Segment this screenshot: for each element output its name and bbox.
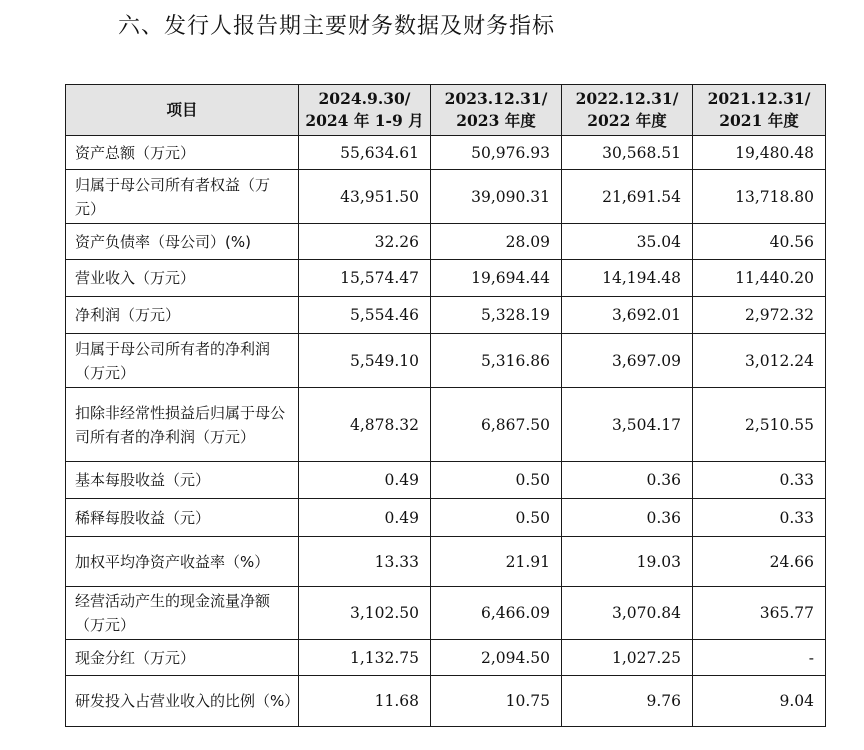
cell-value: 3,102.50 bbox=[299, 587, 431, 640]
row-label: 稀释每股收益（元） bbox=[66, 499, 299, 537]
header-period-date: 2024.9.30/ bbox=[318, 89, 411, 108]
table-row bbox=[66, 170, 826, 224]
cell-value: 0.33 bbox=[693, 499, 826, 537]
table-body bbox=[66, 136, 826, 727]
cell-value: 3,692.01 bbox=[562, 297, 693, 334]
header-period-2023 bbox=[431, 85, 562, 136]
cell-value: 1,027.25 bbox=[562, 640, 693, 676]
cell-value: 40.56 bbox=[693, 224, 826, 260]
cell-value: 0.50 bbox=[431, 499, 562, 537]
row-label: 资产总额（万元） bbox=[66, 136, 299, 170]
row-label: 营业收入（万元） bbox=[66, 260, 299, 297]
row-label: 基本每股收益（元） bbox=[66, 462, 299, 499]
table-row bbox=[66, 136, 826, 170]
row-label: 研发投入占营业收入的比例（%） bbox=[66, 676, 299, 727]
cell-value: 5,316.86 bbox=[431, 334, 562, 388]
header-item: 项目 bbox=[66, 85, 299, 136]
cell-value: 28.09 bbox=[431, 224, 562, 260]
row-label: 经营活动产生的现金流量净额（万元） bbox=[66, 587, 299, 640]
cell-value: 19,694.44 bbox=[431, 260, 562, 297]
header-row bbox=[66, 85, 826, 136]
table-row bbox=[66, 260, 826, 297]
cell-value: 39,090.31 bbox=[431, 170, 562, 224]
header-period-range: 2023 年度 bbox=[456, 111, 536, 130]
cell-value: 55,634.61 bbox=[299, 136, 431, 170]
table-row bbox=[66, 640, 826, 676]
header-period-range: 2022 年度 bbox=[587, 111, 667, 130]
cell-value: 2,510.55 bbox=[693, 388, 826, 462]
cell-value: 5,549.10 bbox=[299, 334, 431, 388]
cell-value: - bbox=[693, 640, 826, 676]
cell-value: 50,976.93 bbox=[431, 136, 562, 170]
cell-value: 19.03 bbox=[562, 537, 693, 587]
cell-value: 3,070.84 bbox=[562, 587, 693, 640]
cell-value: 43,951.50 bbox=[299, 170, 431, 224]
cell-value: 13.33 bbox=[299, 537, 431, 587]
table-row bbox=[66, 499, 826, 537]
row-label: 现金分红（万元） bbox=[66, 640, 299, 676]
header-period-date: 2022.12.31/ bbox=[575, 89, 679, 108]
row-label: 归属于母公司所有者权益（万元） bbox=[66, 170, 299, 224]
cell-value: 11,440.20 bbox=[693, 260, 826, 297]
row-label: 扣除非经常性损益后归属于母公司所有者的净利润（万元） bbox=[66, 388, 299, 462]
cell-value: 30,568.51 bbox=[562, 136, 693, 170]
cell-value: 5,328.19 bbox=[431, 297, 562, 334]
cell-value: 3,012.24 bbox=[693, 334, 826, 388]
header-period-range: 2024 年 1-9 月 bbox=[305, 111, 424, 130]
cell-value: 0.36 bbox=[562, 462, 693, 499]
cell-value: 5,554.46 bbox=[299, 297, 431, 334]
cell-value: 13,718.80 bbox=[693, 170, 826, 224]
cell-value: 6,867.50 bbox=[431, 388, 562, 462]
cell-value: 10.75 bbox=[431, 676, 562, 727]
table-row bbox=[66, 334, 826, 388]
table-row bbox=[66, 462, 826, 499]
header-period-date: 2021.12.31/ bbox=[707, 89, 811, 108]
header-period-2024 bbox=[299, 85, 431, 136]
section-title: 六、发行人报告期主要财务数据及财务指标 bbox=[118, 14, 556, 39]
cell-value: 24.66 bbox=[693, 537, 826, 587]
table-row bbox=[66, 297, 826, 334]
cell-value: 14,194.48 bbox=[562, 260, 693, 297]
table-row bbox=[66, 388, 826, 462]
cell-value: 19,480.48 bbox=[693, 136, 826, 170]
cell-value: 6,466.09 bbox=[431, 587, 562, 640]
row-label: 加权平均净资产收益率（%） bbox=[66, 537, 299, 587]
cell-value: 21,691.54 bbox=[562, 170, 693, 224]
table-row bbox=[66, 537, 826, 587]
header-period-date: 2023.12.31/ bbox=[444, 89, 548, 108]
cell-value: 21.91 bbox=[431, 537, 562, 587]
header-period-range: 2021 年度 bbox=[719, 111, 799, 130]
cell-value: 11.68 bbox=[299, 676, 431, 727]
cell-value: 9.04 bbox=[693, 676, 826, 727]
header-period-2021 bbox=[693, 85, 826, 136]
table-header bbox=[66, 85, 826, 136]
header-period-2022 bbox=[562, 85, 693, 136]
table-row bbox=[66, 676, 826, 727]
cell-value: 32.26 bbox=[299, 224, 431, 260]
table-row bbox=[66, 587, 826, 640]
cell-value: 3,504.17 bbox=[562, 388, 693, 462]
row-label: 资产负债率（母公司）(%) bbox=[66, 224, 299, 260]
row-label: 归属于母公司所有者的净利润（万元） bbox=[66, 334, 299, 388]
financial-data-table bbox=[65, 84, 826, 727]
cell-value: 0.33 bbox=[693, 462, 826, 499]
cell-value: 0.36 bbox=[562, 499, 693, 537]
cell-value: 365.77 bbox=[693, 587, 826, 640]
cell-value: 9.76 bbox=[562, 676, 693, 727]
row-label: 净利润（万元） bbox=[66, 297, 299, 334]
cell-value: 3,697.09 bbox=[562, 334, 693, 388]
cell-value: 1,132.75 bbox=[299, 640, 431, 676]
cell-value: 2,972.32 bbox=[693, 297, 826, 334]
cell-value: 4,878.32 bbox=[299, 388, 431, 462]
cell-value: 0.49 bbox=[299, 462, 431, 499]
cell-value: 35.04 bbox=[562, 224, 693, 260]
table-row bbox=[66, 224, 826, 260]
cell-value: 2,094.50 bbox=[431, 640, 562, 676]
cell-value: 15,574.47 bbox=[299, 260, 431, 297]
cell-value: 0.49 bbox=[299, 499, 431, 537]
cell-value: 0.50 bbox=[431, 462, 562, 499]
